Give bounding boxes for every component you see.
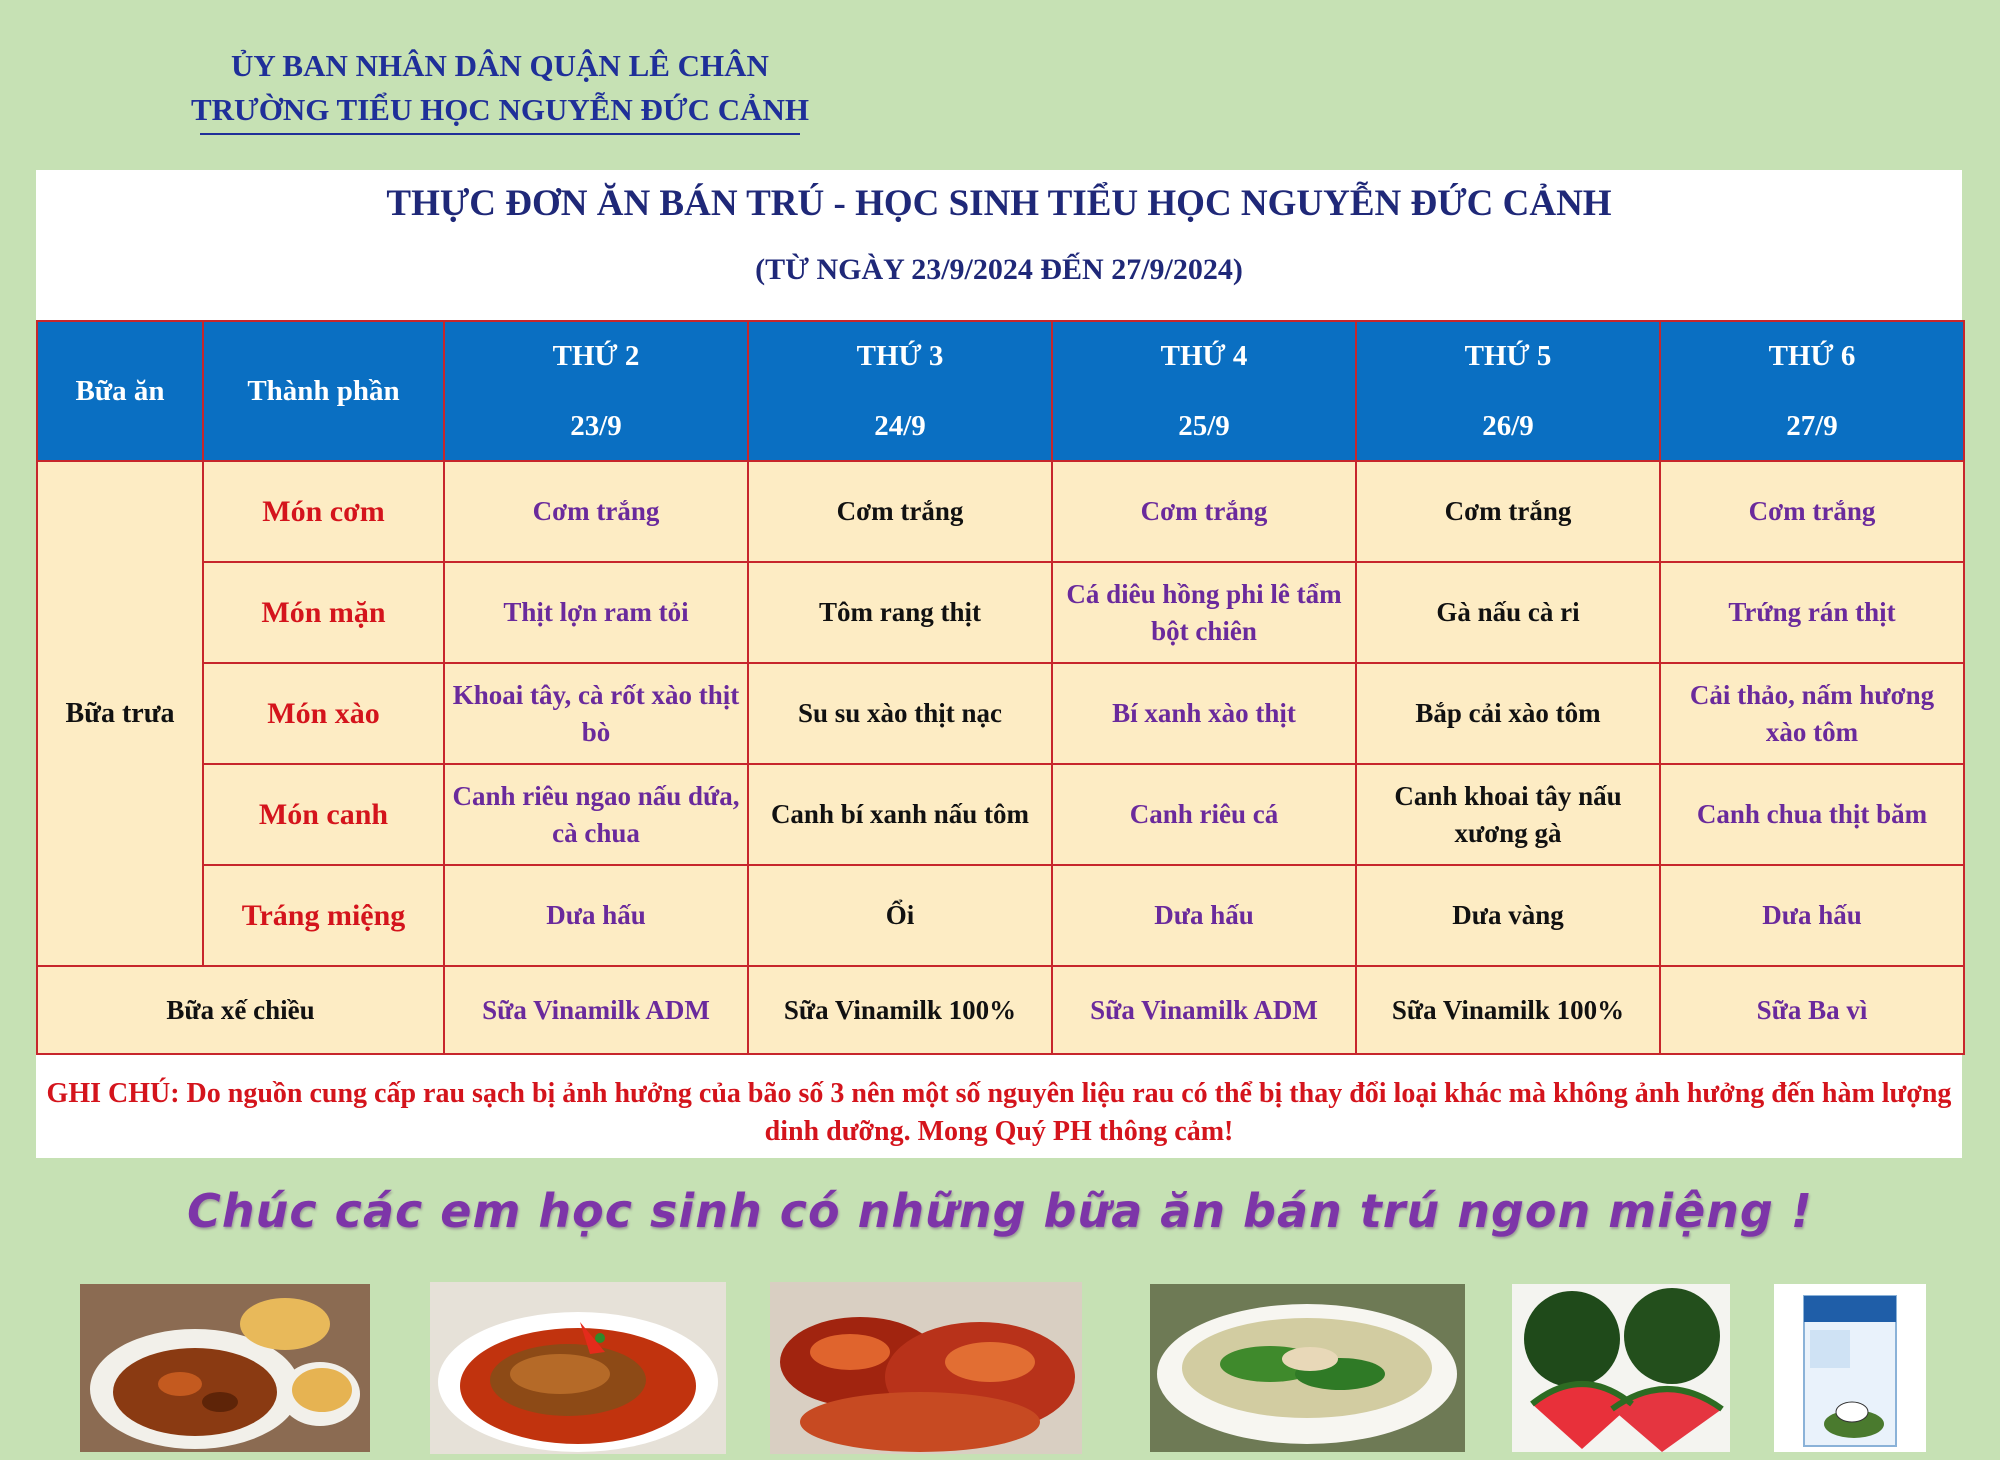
vegetable-soup-photo	[1150, 1284, 1465, 1452]
component-column-header: Thành phần	[203, 321, 444, 461]
table-row-soup	[37, 764, 1964, 865]
menu-cell: Canh khoai tây nấu xương gà	[1356, 764, 1660, 865]
menu-cell: Cơm trắng	[748, 461, 1052, 562]
menu-cell: Thịt lợn ram tỏi	[444, 562, 748, 663]
menu-cell: Canh chua thịt băm	[1660, 764, 1964, 865]
school-name: TRƯỜNG TIỂU HỌC NGUYỄN ĐỨC CẢNH	[190, 92, 810, 127]
day-date: 27/9	[1786, 410, 1838, 442]
menu-cell: Dưa hấu	[1660, 865, 1964, 966]
table-row-stir-fry	[37, 663, 1964, 764]
menu-cell: Bắp cải xào tôm	[1356, 663, 1660, 764]
chicken-wings-photo	[770, 1282, 1082, 1454]
milk-carton-photo	[1774, 1284, 1926, 1452]
menu-date-range: (TỪ NGÀY 23/9/2024 ĐẾN 27/9/2024)	[755, 253, 1243, 286]
menu-cell: Dưa hấu	[1052, 865, 1356, 966]
menu-cell: Cơm trắng	[444, 461, 748, 562]
component-label: Món canh	[203, 764, 444, 865]
menu-cell: Bí xanh xào thịt	[1052, 663, 1356, 764]
menu-cell: Dưa vàng	[1356, 865, 1660, 966]
menu-cell: Cơm trắng	[1356, 461, 1660, 562]
menu-cell: Ổi	[748, 865, 1052, 966]
menu-cell: Su su xào thịt nạc	[748, 663, 1052, 764]
meal-column-header: Bữa ăn	[37, 321, 203, 461]
menu-cell: Sữa Ba vì	[1660, 966, 1964, 1054]
lunch-menu-table	[36, 320, 1965, 1055]
menu-cell: Tôm rang thịt	[748, 562, 1052, 663]
menu-cell: Sữa Vinamilk 100%	[1356, 966, 1660, 1054]
day-header-fri	[1660, 321, 1964, 461]
district-committee-name: ỦY BAN NHÂN DÂN QUẬN LÊ CHÂN	[231, 48, 769, 83]
component-label: Tráng miệng	[203, 865, 444, 966]
day-header-thu	[1356, 321, 1660, 461]
day-header-wed	[1052, 321, 1356, 461]
day-name: THỨ 5	[1464, 340, 1552, 372]
snack-label: Bữa xế chiều	[37, 966, 444, 1054]
menu-cell: Canh riêu ngao nấu dứa, cà chua	[444, 764, 748, 865]
table-row-rice	[37, 461, 1964, 562]
beef-stew-photo	[80, 1284, 370, 1452]
note-text: GHI CHÚ: Do nguồn cung cấp rau sạch bị ảnh hưởng của bão số 3 nên một số nguyên liệu rau có thể bị thay đổi loại khác mà không ảnh hưởng đến hàm lượng dinh dưỡng. Mong Quý PH thông cảm!	[46, 1078, 1952, 1147]
component-label: Món mặn	[203, 562, 444, 663]
component-label: Món xào	[203, 663, 444, 764]
menu-cell: Dưa hấu	[444, 865, 748, 966]
table-row-main-dish	[37, 562, 1964, 663]
table-row-afternoon-snack	[37, 966, 1964, 1054]
day-name: THỨ 3	[856, 340, 944, 372]
menu-cell: Sữa Vinamilk ADM	[444, 966, 748, 1054]
day-date: 24/9	[874, 410, 926, 442]
day-name: THỨ 2	[552, 340, 640, 372]
day-name: THỨ 6	[1768, 340, 1856, 372]
lunch-label: Bữa trưa	[37, 461, 203, 966]
menu-cell: Cơm trắng	[1660, 461, 1964, 562]
day-date: 25/9	[1178, 410, 1230, 442]
menu-cell: Trứng rán thịt	[1660, 562, 1964, 663]
menu-cell: Canh bí xanh nấu tôm	[748, 764, 1052, 865]
day-header-tue	[748, 321, 1052, 461]
table-row-dessert	[37, 865, 1964, 966]
menu-title: THỰC ĐƠN ĂN BÁN TRÚ - HỌC SINH TIỂU HỌC NGUYỄN ĐỨC CẢNH	[386, 183, 1612, 224]
day-date: 26/9	[1482, 410, 1534, 442]
menu-cell: Cá diêu hồng phi lê tẩm bột chiên	[1052, 562, 1356, 663]
day-header-mon	[444, 321, 748, 461]
menu-cell: Sữa Vinamilk ADM	[1052, 966, 1356, 1054]
table-header-row	[37, 321, 1964, 461]
organization-header	[140, 44, 860, 132]
menu-cell: Cơm trắng	[1052, 461, 1356, 562]
fish-dish-photo	[430, 1282, 726, 1454]
menu-cell: Sữa Vinamilk 100%	[748, 966, 1052, 1054]
day-name: THỨ 4	[1160, 340, 1248, 372]
wish-banner: Chúc các em học sinh có những bữa ăn bán trú ngon miệng !	[187, 1184, 1813, 1238]
menu-cell: Gà nấu cà ri	[1356, 562, 1660, 663]
day-date: 23/9	[570, 410, 622, 442]
header-underline	[200, 133, 800, 135]
menu-cell: Khoai tây, cà rốt xào thịt bò	[444, 663, 748, 764]
component-label: Món cơm	[203, 461, 444, 562]
menu-cell: Canh riêu cá	[1052, 764, 1356, 865]
watermelon-photo	[1512, 1284, 1730, 1452]
menu-cell: Cải thảo, nấm hương xào tôm	[1660, 663, 1964, 764]
